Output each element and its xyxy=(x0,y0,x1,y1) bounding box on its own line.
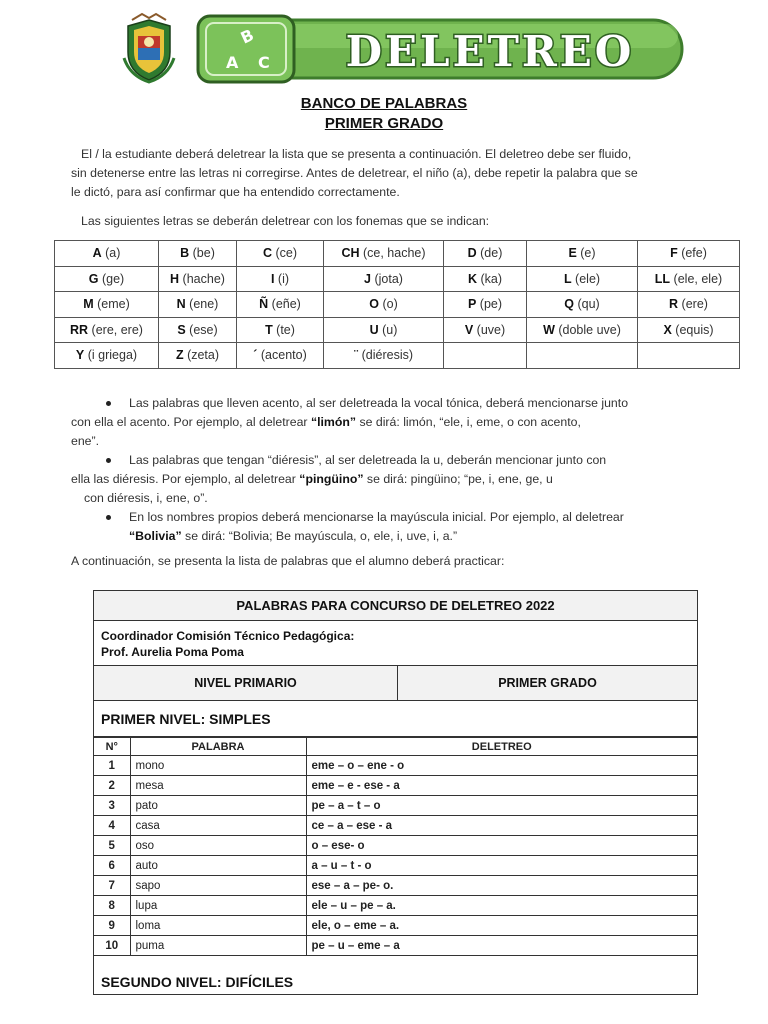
table-row: 5 oso o – ese- o xyxy=(94,836,697,856)
letters-row xyxy=(55,266,740,292)
block-letter-b: B xyxy=(237,25,257,48)
coordinator-block xyxy=(94,621,697,666)
section-simples-heading: PRIMER NIVEL: SIMPLES xyxy=(94,701,697,737)
letter-cell xyxy=(527,343,638,369)
letter-cell: E (e) xyxy=(527,241,638,267)
table-row: 10 puma pe – u – eme – a xyxy=(94,936,697,956)
letter-cell: T (te) xyxy=(237,317,324,343)
letter-cell xyxy=(638,343,740,369)
letter-cell: C (ce) xyxy=(237,241,324,267)
letter-cell: G (ge) xyxy=(55,266,159,292)
letter-cell: ´ (acento) xyxy=(237,343,324,369)
rule-item: Las palabras que lleven acento, al ser deletreada la vocal tónica, deberá mencionarse junto con ella el acento. Por ejemplo, al deletrear “limón” se dirá: limón, “ele, i, eme, o con acento, ene”. xyxy=(71,396,629,448)
grade-label: PRIMER GRADO xyxy=(498,676,597,690)
contest-title: PALABRAS PARA CONCURSO DE DELETREO 2022 xyxy=(94,591,697,621)
page-title: BANCO DE PALABRAS xyxy=(300,95,468,112)
letter-cell: LL (ele, ele) xyxy=(638,266,740,292)
letter-cell: H (hache) xyxy=(159,266,237,292)
coordinator-name: Prof. Aurelia Poma Poma xyxy=(101,645,244,659)
words-table xyxy=(94,737,697,956)
intro-line: El / la estudiante deberá deletrear la lista que se presenta a continuación. El deletreo debe ser fluido, xyxy=(81,147,632,161)
letters-row xyxy=(55,317,740,343)
column-header-word: PALABRA xyxy=(130,738,306,756)
letter-cell: CH (ce, hache) xyxy=(324,241,444,267)
table-row: 8 lupa ele – u – pe – a. xyxy=(94,896,697,916)
letter-cell: N (ene) xyxy=(159,292,237,318)
letter-cell: U (u) xyxy=(324,317,444,343)
letter-cell: B (be) xyxy=(159,241,237,267)
letter-cell: A (a) xyxy=(55,241,159,267)
deletreo-banner-logo xyxy=(190,14,690,84)
level-row xyxy=(94,666,697,701)
letter-cell: P (pe) xyxy=(444,292,527,318)
letter-cell: F (efe) xyxy=(638,241,740,267)
letter-cell: M (eme) xyxy=(55,292,159,318)
letter-cell: Q (qu) xyxy=(527,292,638,318)
intro-paragraph xyxy=(71,145,717,202)
letter-cell: Ñ (eñe) xyxy=(237,292,324,318)
letter-cell: ¨ (diéresis) xyxy=(324,343,444,369)
bullet-icon xyxy=(106,458,111,463)
column-header-number: N° xyxy=(94,738,130,756)
rule-item: En los nombres propios deberá mencionarse la mayúscula inicial. Por ejemplo, al deletrear “Bolivia” se dirá: “Bolivia; Be mayúscula, o, ele, i, uve, i, a.” xyxy=(71,508,721,546)
page-subtitle: PRIMER GRADO xyxy=(324,115,444,132)
letter-cell: L (ele) xyxy=(527,266,638,292)
table-row: 7 sapo ese – a – pe- o. xyxy=(94,876,697,896)
letter-cell: RR (ere, ere) xyxy=(55,317,159,343)
table-row: 1 mono eme – o – ene - o xyxy=(94,756,697,776)
letter-cell: V (uve) xyxy=(444,317,527,343)
table-row: 6 auto a – u – t - o xyxy=(94,856,697,876)
letters-row xyxy=(55,241,740,267)
intro-line: le dictó, para así confirmar que ha entendido correctamente. xyxy=(71,185,400,199)
letter-cell: D (de) xyxy=(444,241,527,267)
letter-cell: R (ere) xyxy=(638,292,740,318)
rules-list xyxy=(71,394,721,546)
table-row: 9 loma ele, o – eme – a. xyxy=(94,916,697,936)
letters-row xyxy=(55,343,740,369)
word-list-intro: A continuación, se presenta la lista de palabras que el alumno deberá practicar: xyxy=(71,554,505,568)
table-row: 4 casa ce – a – ese - a xyxy=(94,816,697,836)
coordinator-role: Coordinador Comisión Técnico Pedagógica: xyxy=(101,629,355,643)
block-letter-a: A xyxy=(226,53,239,72)
column-header-spelling: DELETREO xyxy=(306,738,697,756)
letter-cell: W (doble uve) xyxy=(527,317,638,343)
table-row: 3 pato pe – a – t – o xyxy=(94,796,697,816)
letters-table xyxy=(54,240,740,369)
letters-row xyxy=(55,292,740,318)
section-dificiles-heading: SEGUNDO NIVEL: DIFÍCILES xyxy=(101,974,294,990)
letter-cell: Z (zeta) xyxy=(159,343,237,369)
table-row: 2 mesa eme – e - ese - a xyxy=(94,776,697,796)
letter-cell: J (jota) xyxy=(324,266,444,292)
letter-cell: O (o) xyxy=(324,292,444,318)
banner-title: DELETREO xyxy=(345,27,635,76)
school-shield-logo xyxy=(120,12,178,84)
header xyxy=(0,0,768,95)
contest-word-table xyxy=(93,590,698,995)
intro-line: sin detenerse entre las letras ni corregirse. Antes de deletrear, el niño (a), debe repetir la palabra que se xyxy=(71,166,638,180)
letter-cell: K (ka) xyxy=(444,266,527,292)
block-letter-c: C xyxy=(258,53,270,72)
rule-item: Las palabras que tengan “diéresis”, al ser deletreada la u, deberán mencionar junto con ella las diéresis. Por ejemplo, al deletrear “pingüino” se dirá: pingüino; “pe, i, ene, ge, u con diéresis, i, ene, o”. xyxy=(71,453,607,505)
letter-cell: S (ese) xyxy=(159,317,237,343)
letter-cell: Y (i griega) xyxy=(55,343,159,369)
words-header-row xyxy=(94,738,697,756)
letters-intro: Las siguientes letras se deberán deletrear con los fonemas que se indican: xyxy=(81,214,490,228)
bullet-icon xyxy=(106,401,111,406)
letter-cell: X (equis) xyxy=(638,317,740,343)
letter-cell: I (i) xyxy=(237,266,324,292)
bullet-icon xyxy=(106,515,111,520)
level-label: NIVEL PRIMARIO xyxy=(94,666,398,700)
letter-cell xyxy=(444,343,527,369)
